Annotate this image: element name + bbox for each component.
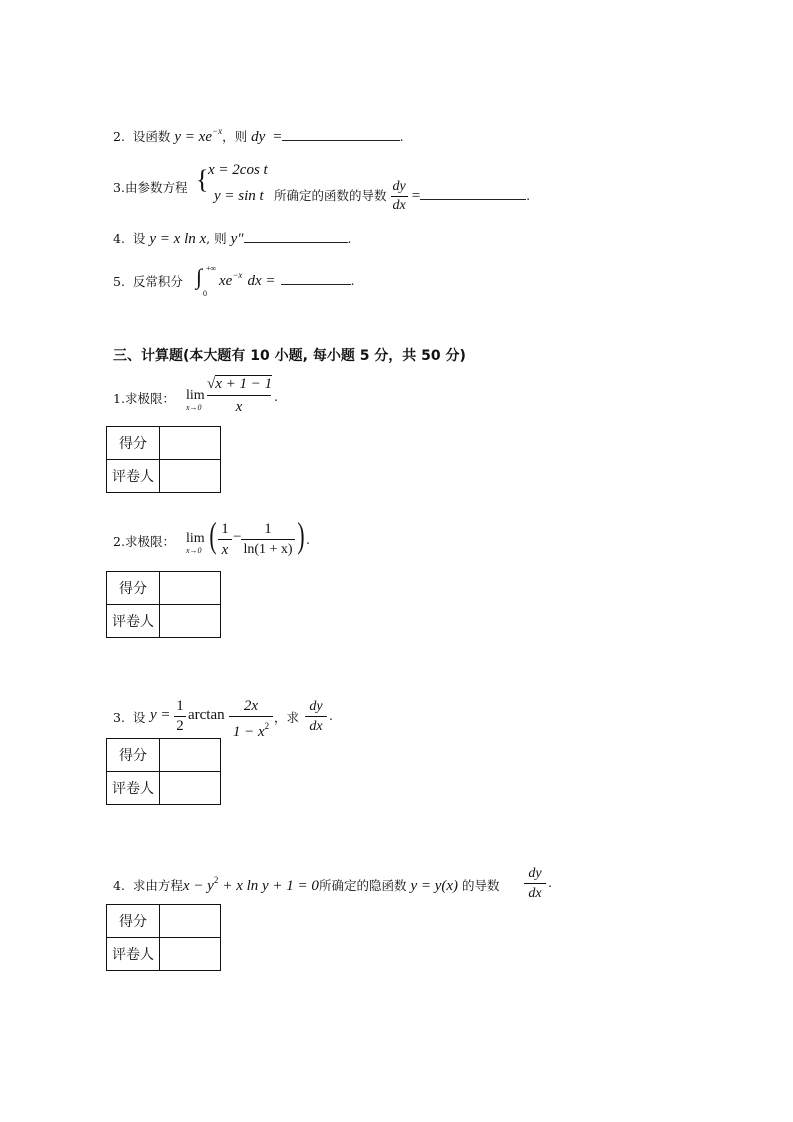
question-3-rest: 所确定的函数的导数 $\frac{dy}{dx}$ = . xyxy=(274,179,531,213)
question-3-intro: 3.由参数方程 xyxy=(113,180,188,195)
integral-lower: 0 xyxy=(203,289,207,298)
grader-cell[interactable] xyxy=(160,460,221,493)
section-heading: 三、计算题(本大题有 10 小题, 每小题 5 分，共 50 分) xyxy=(113,348,466,364)
lim: lim xyxy=(186,388,205,403)
lim-subscript: x→0 xyxy=(186,546,202,555)
answer-blank[interactable] xyxy=(281,272,351,285)
question-2: 2. 设函数 $y = xe^{-x}$，则 dy = . xyxy=(113,126,404,145)
fraction-half: 1 2 xyxy=(174,697,186,736)
calc-3: 3. 设 xyxy=(113,710,146,725)
limit-fraction-1: √x + 1 − 1 x xyxy=(207,373,271,418)
answer-blank[interactable] xyxy=(420,187,526,200)
score-cell[interactable] xyxy=(160,739,221,772)
fraction-dy-dx: dy dx xyxy=(305,697,327,736)
param-line-2: y = sin t xyxy=(214,188,264,204)
calc-1: 1.求极限： xyxy=(113,391,175,406)
score-cell[interactable] xyxy=(160,572,221,605)
param-line-1: x = 2cos t xyxy=(208,162,268,178)
left-paren: ( xyxy=(209,515,217,555)
score-table-3: 得分 评卷人 xyxy=(106,738,221,805)
calc-4: 4. 求由方程$x - y^2 + x$ ln y + 1 = 0所确定的隐函数 y = y(x) 的导数 xyxy=(113,875,500,894)
answer-blank[interactable] xyxy=(282,128,400,141)
brace: { xyxy=(196,165,209,194)
integral-sign: ∫ xyxy=(196,264,203,289)
fraction-1-over-x: 1 x xyxy=(218,519,232,560)
score-table-4: 得分 评卷人 xyxy=(106,904,221,971)
integral-upper: +∞ xyxy=(206,264,217,273)
score-table-2: 得分 评卷人 xyxy=(106,571,221,638)
grader-cell[interactable] xyxy=(160,772,221,805)
fraction-dy-dx: dy dx xyxy=(524,864,546,903)
score-cell[interactable] xyxy=(160,427,221,460)
lim: lim xyxy=(186,531,205,546)
grader-cell[interactable] xyxy=(160,938,221,971)
answer-blank[interactable] xyxy=(244,230,348,243)
grader-cell[interactable] xyxy=(160,605,221,638)
question-5: 5. 反常积分 xyxy=(113,274,183,289)
question-4: 4. 设 y = x ln x, 则 y″ . xyxy=(113,231,352,247)
calc-2: 2.求极限： xyxy=(113,534,175,549)
lim-subscript: x→0 xyxy=(186,403,202,412)
fraction-1-over-ln: 1 ln(1 + x) xyxy=(241,519,295,560)
right-paren: ) xyxy=(297,515,305,555)
integral-expr: $xe^{-x}$ dx = . xyxy=(219,270,355,289)
derivative-fraction: $\frac{dy}{dx}$ xyxy=(392,179,406,213)
fraction-arctan-arg: 2x $1 - x^2$ xyxy=(229,697,273,742)
score-cell[interactable] xyxy=(160,905,221,938)
score-table-1: 得分 评卷人 xyxy=(106,426,221,493)
